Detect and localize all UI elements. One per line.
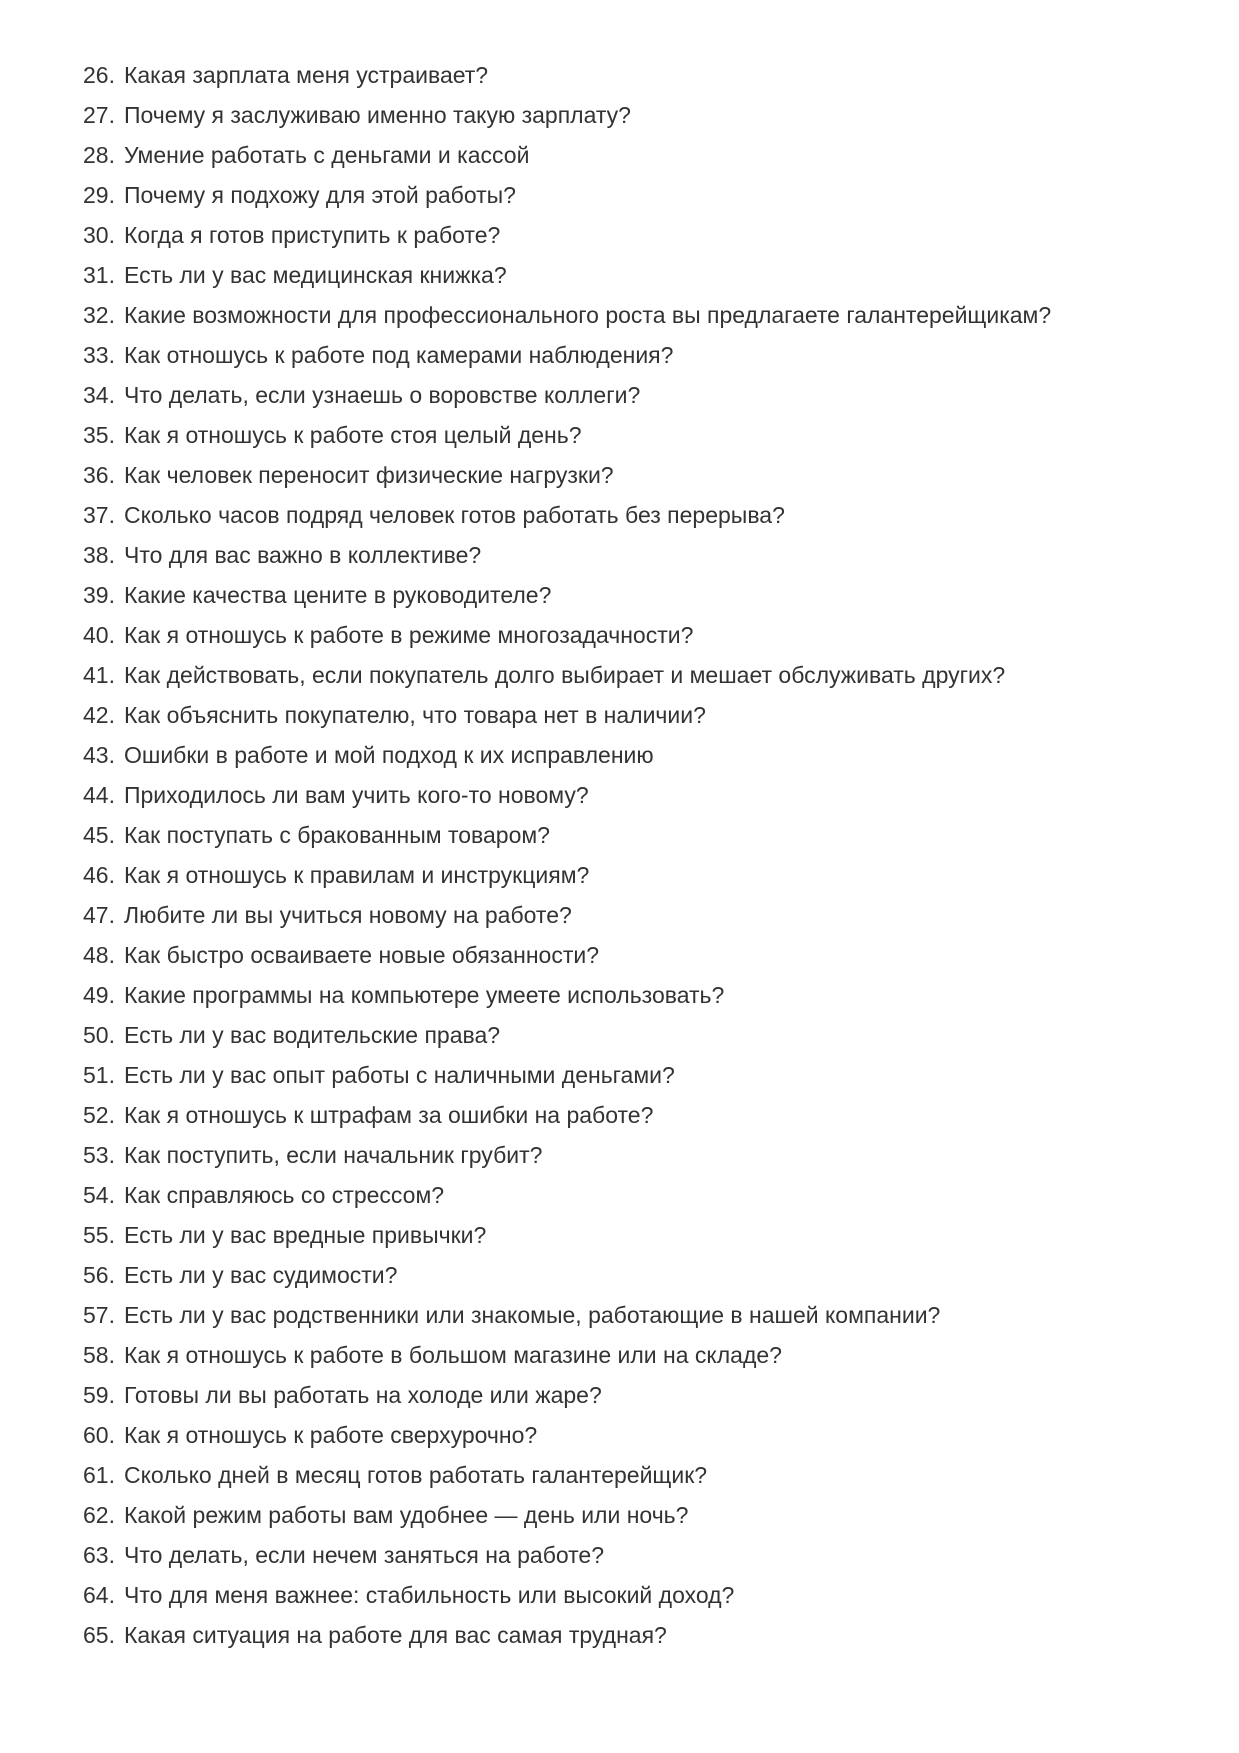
question-text: Как действовать, если покупатель долго выбирает и мешает обслуживать других? [123, 662, 1006, 688]
list-item [83, 335, 1179, 375]
list-item [83, 615, 1179, 655]
question-text: Что для меня важнее: стабильность или высокий доход? [123, 1582, 735, 1608]
list-item [83, 95, 1179, 135]
list-item [83, 1255, 1179, 1295]
list-item [83, 55, 1179, 95]
question-text: Какие возможности для профессионального роста вы предлагаете галантерейщикам? [123, 302, 1052, 328]
question-text: Как я отношусь к работе в большом магазине или на складе? [123, 1342, 782, 1368]
question-number: 60. [83, 1422, 115, 1448]
question-text: Какой режим работы вам удобнее — день или ночь? [123, 1502, 689, 1528]
question-number: 55. [83, 1222, 115, 1248]
list-item [83, 215, 1179, 255]
list-item [83, 1495, 1179, 1535]
question-number: 53. [83, 1142, 115, 1168]
question-text: Любите ли вы учиться новому на работе? [123, 902, 572, 928]
question-text: Что для вас важно в коллективе? [123, 542, 482, 568]
question-number: 56. [83, 1262, 115, 1288]
list-item [83, 1335, 1179, 1375]
list-item [83, 255, 1179, 295]
question-text: Есть ли у вас родственники или знакомые, работающие в нашей компании? [123, 1302, 941, 1328]
question-text: Сколько дней в месяц готов работать галантерейщик? [123, 1462, 708, 1488]
list-item [83, 1175, 1179, 1215]
question-number: 45. [83, 822, 115, 848]
list-item [83, 1055, 1179, 1095]
list-item [83, 735, 1179, 775]
list-item [83, 1215, 1179, 1255]
list-item [83, 855, 1179, 895]
list-item [83, 1455, 1179, 1495]
list-item [83, 495, 1179, 535]
question-number: 57. [83, 1302, 115, 1328]
question-number: 47. [83, 902, 115, 928]
question-text: Как быстро осваиваете новые обязанности? [123, 942, 600, 968]
question-text: Как поступать с бракованным товаром? [123, 822, 550, 848]
list-item [83, 1095, 1179, 1135]
question-number: 32. [83, 302, 115, 328]
question-number: 42. [83, 702, 115, 728]
list-item [83, 655, 1179, 695]
question-number: 46. [83, 862, 115, 888]
question-number: 65. [83, 1622, 115, 1648]
question-number: 28. [83, 142, 115, 168]
list-item [83, 135, 1179, 175]
question-number: 33. [83, 342, 115, 368]
question-text: Какая зарплата меня устраивает? [123, 62, 489, 88]
list-item [83, 415, 1179, 455]
question-text: Как я отношусь к работе стоя целый день? [123, 422, 582, 448]
list-item [83, 295, 1179, 335]
question-number: 50. [83, 1022, 115, 1048]
list-item [83, 935, 1179, 975]
question-text: Есть ли у вас опыт работы с наличными деньгами? [123, 1062, 675, 1088]
question-number: 38. [83, 542, 115, 568]
question-text: Как отношусь к работе под камерами наблюдения? [123, 342, 674, 368]
question-text: Как объяснить покупателю, что товара нет в наличии? [123, 702, 706, 728]
question-number: 34. [83, 382, 115, 408]
question-number: 26. [83, 62, 115, 88]
list-item [83, 695, 1179, 735]
list-item [83, 535, 1179, 575]
question-number: 44. [83, 782, 115, 808]
question-text: Как я отношусь к правилам и инструкциям? [123, 862, 590, 888]
question-text: Какие программы на компьютере умеете использовать? [123, 982, 725, 1008]
list-item [83, 1295, 1179, 1335]
question-text: Какая ситуация на работе для вас самая трудная? [123, 1622, 667, 1648]
question-text: Как я отношусь к штрафам за ошибки на работе? [123, 1102, 654, 1128]
list-item [83, 1015, 1179, 1055]
question-text: Какие качества цените в руководителе? [123, 582, 552, 608]
question-text: Что делать, если нечем заняться на работе? [123, 1542, 605, 1568]
question-text: Есть ли у вас медицинская книжка? [123, 262, 507, 288]
question-text: Когда я готов приступить к работе? [123, 222, 501, 248]
question-number: 62. [83, 1502, 115, 1528]
question-text: Как я отношусь к работе сверхурочно? [123, 1422, 538, 1448]
question-text: Есть ли у вас вредные привычки? [123, 1222, 487, 1248]
question-number: 49. [83, 982, 115, 1008]
question-number: 41. [83, 662, 115, 688]
question-number: 52. [83, 1102, 115, 1128]
list-item [83, 975, 1179, 1015]
question-number: 51. [83, 1062, 115, 1088]
question-number: 29. [83, 182, 115, 208]
list-item [83, 375, 1179, 415]
question-text: Есть ли у вас водительские права? [123, 1022, 501, 1048]
list-item [83, 175, 1179, 215]
question-text: Приходилось ли вам учить кого-то новому? [123, 782, 589, 808]
list-item [83, 775, 1179, 815]
list-item [83, 575, 1179, 615]
list-item [83, 1535, 1179, 1575]
list-item [83, 895, 1179, 935]
question-number: 30. [83, 222, 115, 248]
question-text: Умение работать с деньгами и кассой [123, 142, 530, 168]
list-item [83, 1615, 1179, 1655]
list-item [83, 1135, 1179, 1175]
question-number: 35. [83, 422, 115, 448]
question-text: Как человек переносит физические нагрузки? [123, 462, 614, 488]
question-text: Ошибки в работе и мой подход к их исправлению [123, 742, 654, 768]
list-item [83, 1375, 1179, 1415]
question-number: 37. [83, 502, 115, 528]
question-list [83, 55, 1179, 1655]
question-text: Есть ли у вас судимости? [123, 1262, 398, 1288]
question-number: 43. [83, 742, 115, 768]
question-number: 54. [83, 1182, 115, 1208]
list-item [83, 1415, 1179, 1455]
question-number: 59. [83, 1382, 115, 1408]
question-text: Как поступить, если начальник грубит? [123, 1142, 543, 1168]
question-number: 36. [83, 462, 115, 488]
question-text: Почему я заслуживаю именно такую зарплату? [123, 102, 631, 128]
question-number: 48. [83, 942, 115, 968]
question-number: 64. [83, 1582, 115, 1608]
question-text: Почему я подхожу для этой работы? [123, 182, 516, 208]
question-number: 39. [83, 582, 115, 608]
question-text: Что делать, если узнаешь о воровстве коллеги? [123, 382, 641, 408]
question-number: 63. [83, 1542, 115, 1568]
question-number: 31. [83, 262, 115, 288]
question-text: Как я отношусь к работе в режиме многозадачности? [123, 622, 694, 648]
question-number: 58. [83, 1342, 115, 1368]
question-number: 40. [83, 622, 115, 648]
list-item [83, 815, 1179, 855]
question-text: Сколько часов подряд человек готов работать без перерыва? [123, 502, 785, 528]
question-text: Готовы ли вы работать на холоде или жаре? [123, 1382, 602, 1408]
list-item [83, 1575, 1179, 1615]
question-number: 61. [83, 1462, 115, 1488]
question-number: 27. [83, 102, 115, 128]
list-item [83, 455, 1179, 495]
question-text: Как справляюсь со стрессом? [123, 1182, 445, 1208]
